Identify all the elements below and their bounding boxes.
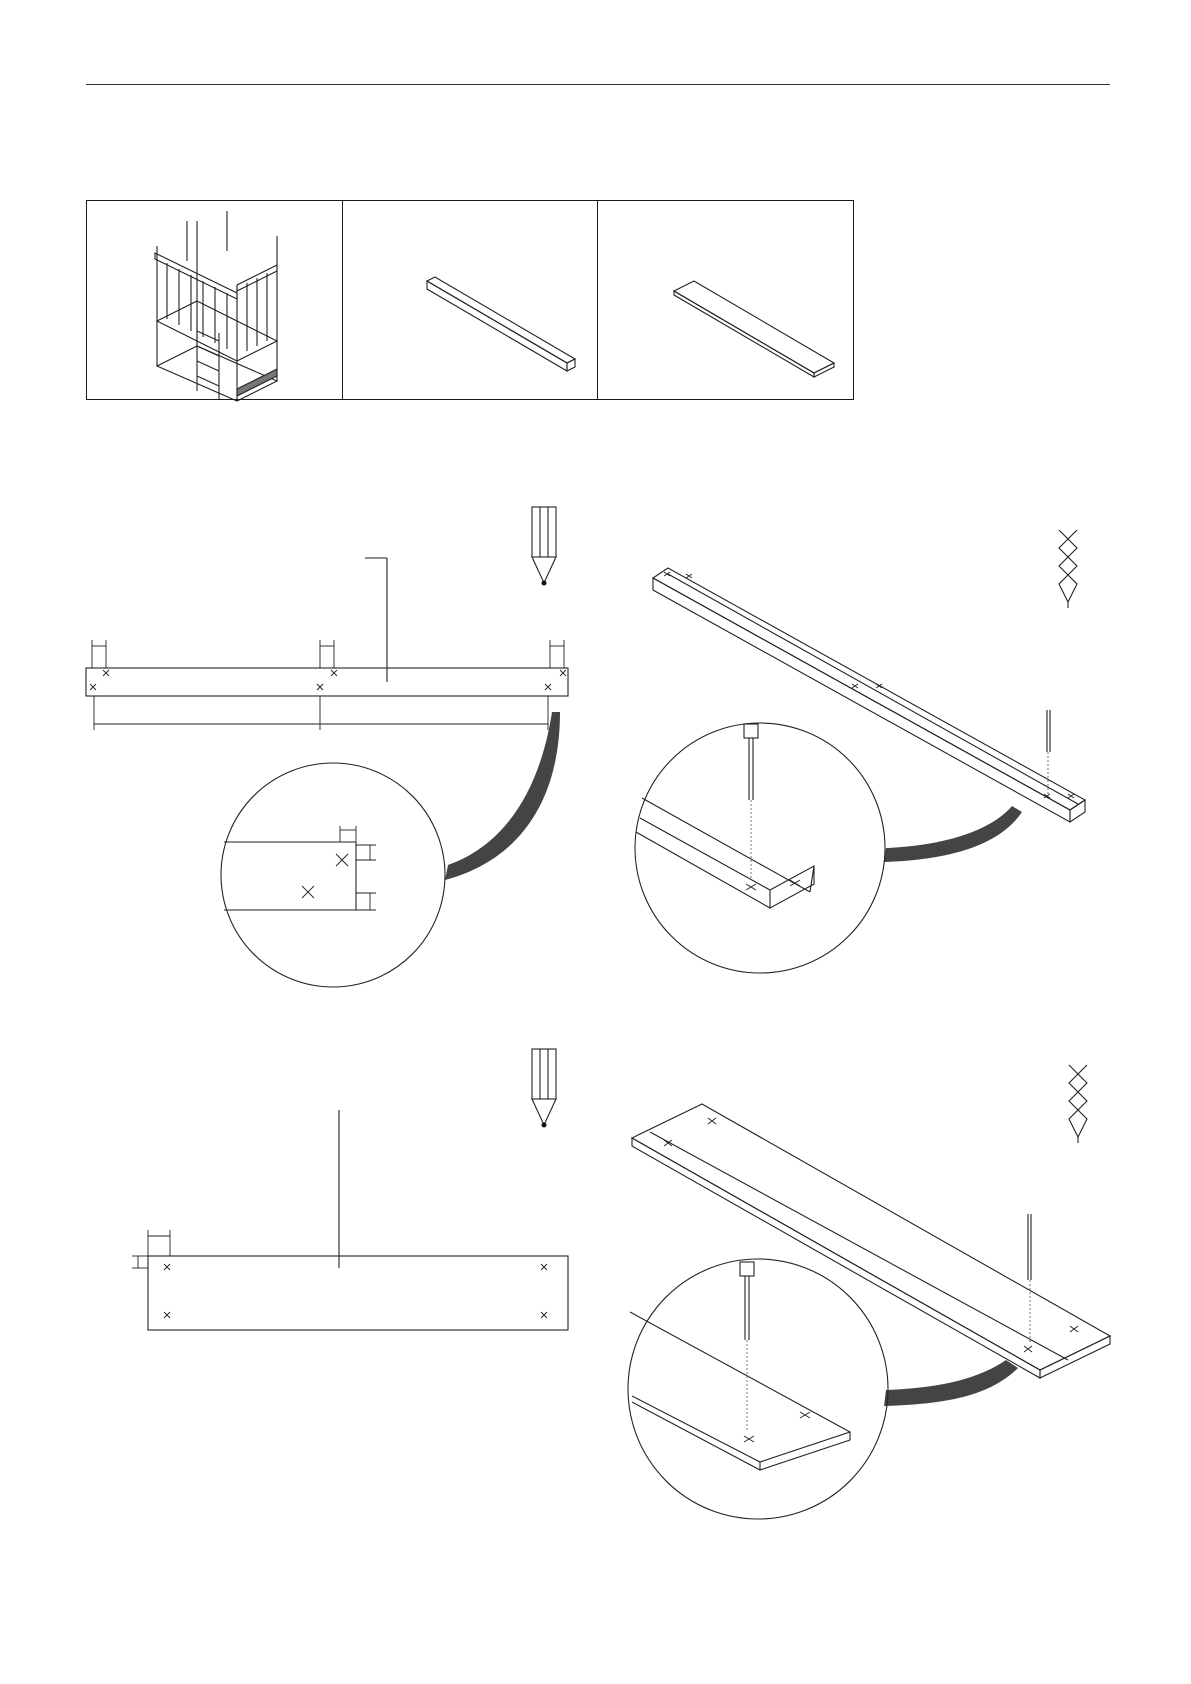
detail-connector-3 [884,1360,1018,1406]
detail-magnifier-drill-board [628,1259,888,1519]
